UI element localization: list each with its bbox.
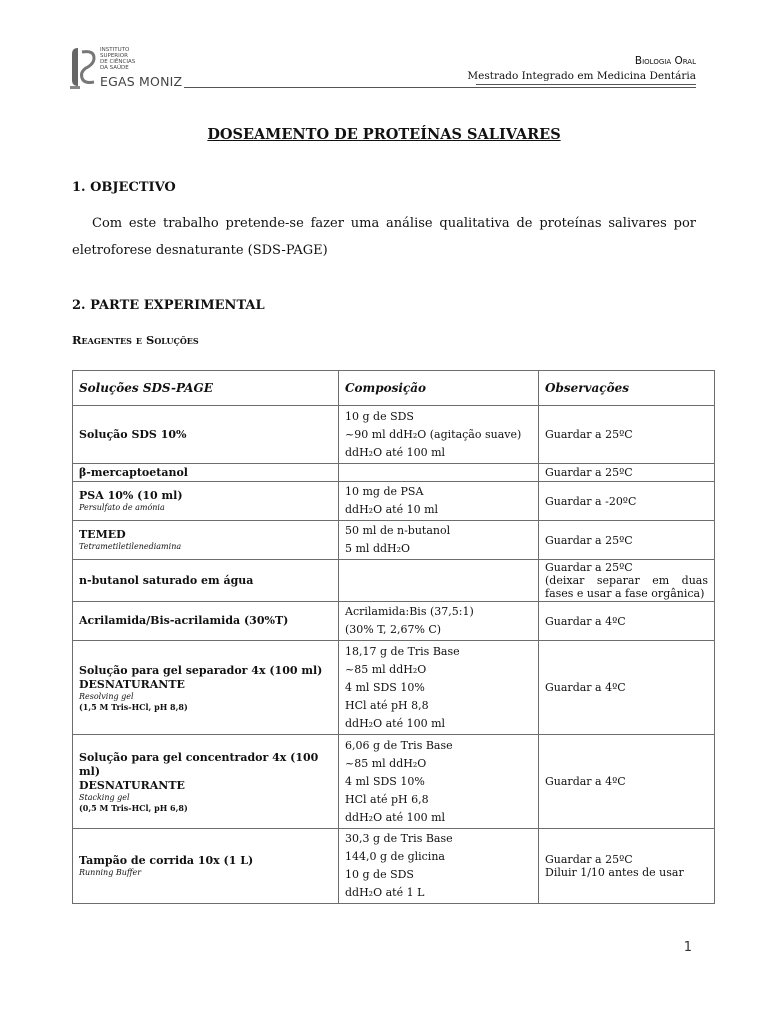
observations-cell [539,406,715,464]
composition-line: 10 mg de PSA [345,485,424,498]
page-number: 1 [683,940,692,955]
objective-paragraph: Com este trabalho pretende-se fazer uma análise qualitativa de proteínas salivares por eletroforese desnaturante (SDS-PAGE) [72,216,696,258]
solution-subtitle: Persulfato de amónia [79,503,165,512]
composition-line: 30,3 g de Tris Base [345,832,453,845]
column-header-solutions: Soluções SDS-PAGE [73,371,339,406]
solution-subtitle: Tetrametiletilenediamina [79,542,182,551]
solution-name: PSA 10% (10 ml) [79,489,183,502]
solution-formula: (1,5 M Tris-HCl, pH 8,8) [79,701,188,712]
composition-cell [339,641,539,735]
solution-name: Acrilamida/Bis-acrilamida (30%T) [79,614,289,627]
solution-name: Solução SDS 10% [79,427,187,441]
observation-line: Guardar a 25ºC [545,533,633,547]
composition-line: ddH₂O até 100 ml [345,810,446,824]
composition-line: 4 ml SDS 10% [345,774,425,788]
observation-line: Guardar a 25ºC [545,428,633,441]
composition-cell [339,482,539,521]
subheading-reagents: Reagentes e Soluções [72,333,199,347]
observation-line: (deixar separar em duas fases e usar a fase orgânica) [545,574,708,600]
table-row [73,482,715,521]
composition-line: ddH₂O até 100 ml [345,445,446,459]
solution-name: Solução para gel separador 4x (100 ml) [79,663,323,677]
reagents-table [72,370,715,904]
column-header-observations: Observações [539,371,715,406]
composition-line: 6,06 g de Tris Base [345,738,453,752]
composition-cell [339,464,539,482]
composition-line: ~85 ml ddH₂O [345,756,427,770]
table-row [73,829,715,904]
solution-cell [73,406,339,464]
solution-cell [73,560,339,602]
solution-name: TEMED [79,528,126,541]
observations-cell [539,482,715,521]
table-row [73,641,715,735]
table-row [73,560,715,602]
column-header-composition: Composição [339,371,539,406]
composition-cell [339,521,539,560]
composition-cell [339,406,539,464]
solution-name-line2: DESNATURANTE [79,778,185,792]
observation-line: Guardar a 25ºC [545,466,633,479]
table-row [73,521,715,560]
table-row [73,735,715,829]
solution-subtitle: Resolving gel [79,691,134,701]
table-body [73,406,715,904]
observations-cell [539,521,715,560]
composition-line: ddH₂O até 1 L [345,886,425,899]
table-header-row [73,371,715,406]
solution-name: n-butanol saturado em água [79,573,254,587]
composition-cell [339,602,539,641]
observation-line: Guardar a 4ºC [545,681,626,694]
table-row [73,406,715,464]
solution-subtitle: Stacking gel [79,792,130,802]
observations-cell [539,464,715,482]
observation-line: Diluir 1/10 antes de usar [545,866,684,879]
solution-cell [73,641,339,735]
solution-cell [73,829,339,904]
egas-moniz-logo-mark [68,46,98,90]
table-row [73,602,715,641]
observation-line: Guardar a 4ºC [545,614,626,628]
composition-cell [339,735,539,829]
solution-cell [73,735,339,829]
composition-cell [339,829,539,904]
solution-name-line2: DESNATURANTE [79,677,185,691]
solution-cell [73,482,339,521]
composition-line: ~90 ml ddH₂O (agitação suave) [345,427,522,441]
composition-line: HCl até pH 6,8 [345,792,429,806]
course-program: Mestrado Integrado em Medicina Dentária [467,70,696,82]
solution-cell [73,521,339,560]
solution-cell [73,602,339,641]
composition-cell [339,560,539,602]
document-title: DOSEAMENTO DE PROTEÍNAS SALIVARES [207,126,561,143]
observation-line: Guardar a -20ºC [545,494,637,508]
composition-line: ddH₂O até 100 ml [345,716,446,730]
logo-name: EGAS MONIZ [100,74,183,89]
composition-line: HCl até pH 8,8 [345,698,429,712]
observation-line: Guardar a 25ºC [545,561,633,574]
composition-line: ddH₂O até 10 ml [345,503,439,516]
composition-line: 5 ml ddH₂O [345,542,411,555]
observations-cell [539,560,715,602]
composition-line: Acrilamida:Bis (37,5:1) [345,605,474,618]
section-heading-experimental: 2. PARTE EXPERIMENTAL [72,298,265,313]
observations-cell [539,641,715,735]
solution-formula: (0,5 M Tris-HCl, pH 6,8) [79,802,188,813]
logo-institute-text: INSTITUTO SUPERIOR DE CIÊNCIAS DA SAÚDE [100,47,136,71]
composition-line: 10 g de SDS [345,409,414,423]
solution-name: Tampão de corrida 10x (1 L) [79,854,254,867]
course-header [467,54,696,84]
composition-line: (30% T, 2,67% C) [345,623,442,636]
solution-subtitle: Running Buffer [79,868,142,877]
solution-name: Solução para gel concentrador 4x (100 ml) [79,750,319,778]
observation-line: Guardar a 25ºC [545,853,633,866]
table-row [73,464,715,482]
observations-cell [539,829,715,904]
composition-line: ~85 ml ddH₂O [345,662,427,676]
observations-cell [539,735,715,829]
header-rule [184,87,696,88]
composition-line: 10 g de SDS [345,868,414,881]
solution-name: β-mercaptoetanol [79,465,188,479]
course-title: Biologia Oral [634,55,696,67]
composition-line: 4 ml SDS 10% [345,680,425,694]
composition-line: 18,17 g de Tris Base [345,644,460,658]
composition-line: 50 ml de n-butanol [345,524,451,537]
composition-line: 144,0 g de glicina [345,850,445,863]
observation-line: Guardar a 4ºC [545,775,626,788]
solution-cell [73,464,339,482]
section-heading-objective: 1. OBJECTIVO [72,180,176,195]
header-rule-short [476,84,696,85]
institute-logo [68,44,188,94]
observations-cell [539,602,715,641]
